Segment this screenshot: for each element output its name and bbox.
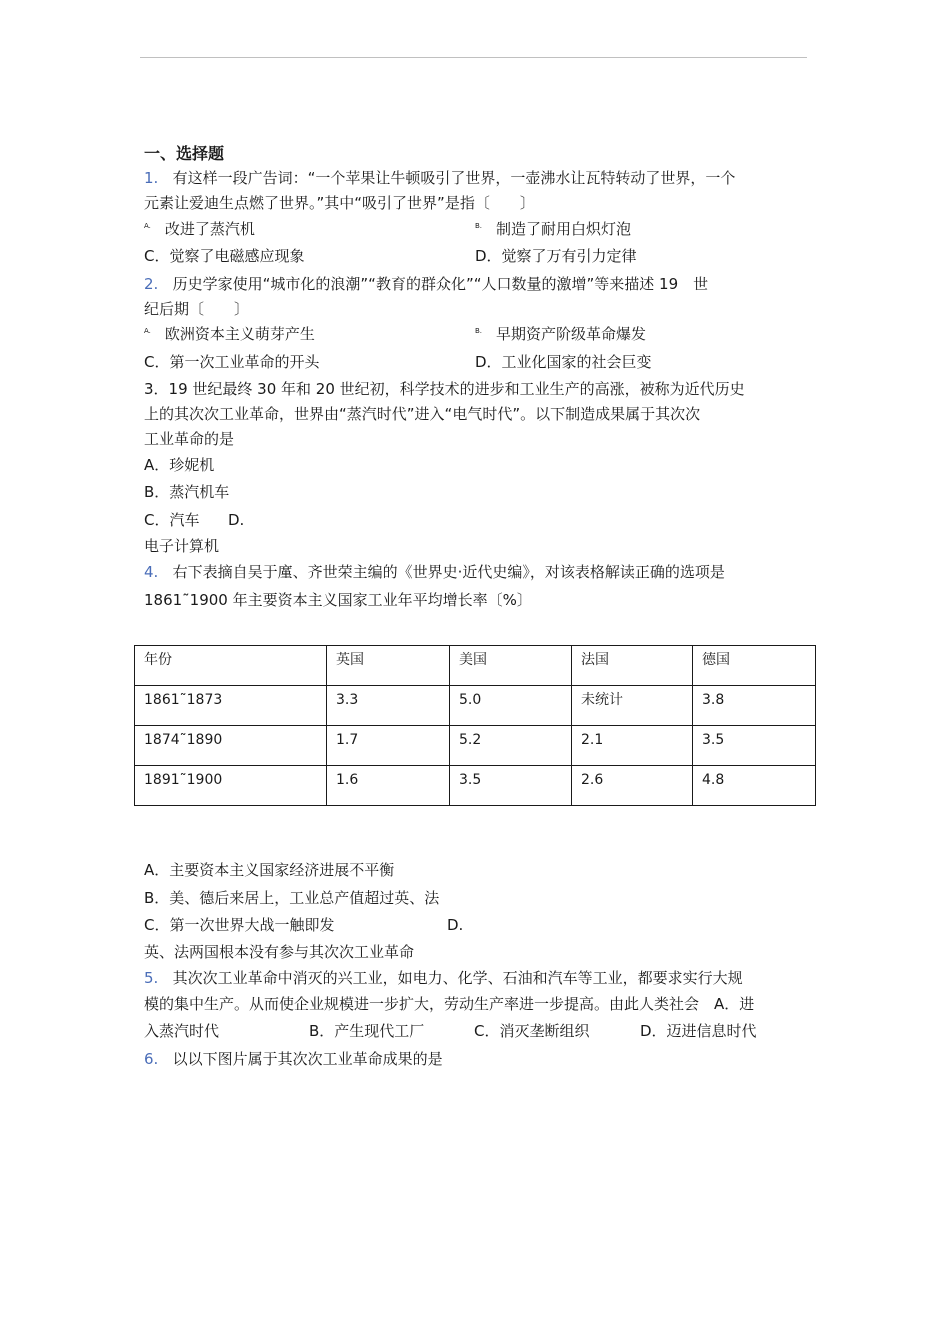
option-a-mark: A.	[144, 327, 151, 335]
question-4-number: 4.	[144, 563, 159, 581]
table-cell: 3.5	[450, 766, 572, 806]
option-a-mark: A.	[144, 222, 151, 230]
header-rule	[140, 57, 807, 58]
question-4-line-2: 1861˜1900 年主要资本主义国家工业年平均增长率〔%〕	[144, 591, 532, 609]
question-5-number: 5.	[144, 969, 159, 987]
table-cell: 3.3	[327, 686, 450, 726]
question-1-option-d[interactable]: D．觉察了万有引力定律	[475, 247, 637, 265]
question-2-option-d[interactable]: D．工业化国家的社会巨变	[475, 353, 652, 371]
question-3-option-c[interactable]: C．汽车	[144, 511, 200, 529]
question-3-option-b[interactable]: B．蒸汽机车	[144, 483, 230, 501]
table-header-cell: 美国	[450, 646, 572, 686]
question-5-option-b[interactable]: B．产生现代工厂	[309, 1022, 425, 1040]
table-cell: 3.8	[693, 686, 816, 726]
question-4-text: 右下表摘自吴于廑、齐世荣主编的《世界史·近代史编》，对该表格解读正确的选项是	[172, 563, 725, 581]
question-1-line-2: 元素让爱迪生点燃了世界。”其中“吸引了世界”是指〔 〕	[144, 194, 535, 212]
option-a-text: 欧洲资本主义萌芽产生	[164, 325, 315, 343]
table-cell: 5.0	[450, 686, 572, 726]
table-cell: 2.6	[572, 766, 693, 806]
question-4-option-d-mark[interactable]: D.	[447, 916, 464, 934]
table-header-cell: 年份	[135, 646, 327, 686]
table-row	[135, 766, 816, 806]
question-3-option-a[interactable]: A．珍妮机	[144, 456, 215, 474]
question-6-line-1	[144, 1049, 443, 1069]
table-row	[135, 726, 816, 766]
question-6-text: 以以下图片属于其次次工业革命成果的是	[172, 1050, 443, 1068]
table-cell: 1861˜1873	[135, 686, 327, 726]
question-1-text: 有这样一段广告词：“一个苹果让牛顿吸引了世界，一壶沸水让瓦特转动了世界，一个	[172, 169, 736, 187]
question-2-text: 历史学家使用“城市化的浪潮”“教育的群众化”“人口数量的激增”等来描述 19 世	[172, 275, 709, 293]
table-cell: 4.8	[693, 766, 816, 806]
growth-rate-table	[134, 645, 816, 806]
table-row	[135, 686, 816, 726]
table-cell: 未统计	[572, 686, 693, 726]
question-6-number: 6.	[144, 1050, 159, 1068]
question-5-line-2: 模的集中生产。从而使企业规模进一步扩大，劳动生产率进一步提高。由此人类社会 A．进	[144, 995, 755, 1013]
question-5-option-d[interactable]: D．迈进信息时代	[640, 1022, 757, 1040]
table-cell: 5.2	[450, 726, 572, 766]
question-3-line-2: 上的其次次工业革命，世界由“蒸汽时代”进入“电气时代”。以下制造成果属于其次次	[144, 405, 701, 423]
table-cell: 1.6	[327, 766, 450, 806]
question-2-line-1	[144, 274, 708, 294]
table-cell: 1891˜1900	[135, 766, 327, 806]
section-title: 一、选择题	[144, 144, 225, 163]
question-4-option-a[interactable]: A．主要资本主义国家经济进展不平衡	[144, 861, 395, 879]
question-1-option-c[interactable]: C．觉察了电磁感应现象	[144, 247, 305, 265]
question-1-option-b[interactable]	[475, 219, 631, 239]
question-3-line-1: 3．19 世纪最终 30 年和 20 世纪初，科学技术的进步和工业生产的高涨，被称为近代历史	[144, 380, 745, 398]
table-cell: 3.5	[693, 726, 816, 766]
table-cell: 2.1	[572, 726, 693, 766]
question-1-number: 1.	[144, 169, 159, 187]
question-1-line-1	[144, 168, 735, 188]
table-cell: 1.7	[327, 726, 450, 766]
option-b-mark: B.	[475, 222, 483, 230]
question-4-line-1	[144, 562, 725, 582]
question-5-line-1	[144, 968, 743, 988]
table-cell: 1874˜1890	[135, 726, 327, 766]
question-2-line-2: 纪后期〔 〕	[144, 300, 250, 318]
question-5-text: 其次次工业革命中消灭的兴工业，如电力、化学、石油和汽车等工业，都要求实行大规	[172, 969, 743, 987]
question-3-option-d[interactable]: 电子计算机	[144, 537, 220, 555]
question-3-line-3: 工业革命的是	[144, 430, 235, 448]
option-a-text: 改进了蒸汽机	[164, 220, 255, 238]
question-4-option-d[interactable]: 英、法两国根本没有参与其次次工业革命	[144, 943, 415, 961]
table-header-cell: 法国	[572, 646, 693, 686]
question-5-option-a-cont[interactable]: 入蒸汽时代	[144, 1022, 220, 1040]
question-2-option-a[interactable]	[144, 324, 315, 344]
question-2-option-b[interactable]	[475, 324, 646, 344]
question-5-option-c[interactable]: C．消灭垄断组织	[474, 1022, 590, 1040]
table-header-cell: 德国	[693, 646, 816, 686]
table-header-row	[135, 646, 816, 686]
question-4-option-c[interactable]: C．第一次世界大战一触即发	[144, 916, 335, 934]
question-1-option-a[interactable]	[144, 219, 255, 239]
table-header-cell: 英国	[327, 646, 450, 686]
option-b-text: 制造了耐用白炽灯泡	[496, 220, 632, 238]
option-b-mark: B.	[475, 327, 483, 335]
option-b-text: 早期资产阶级革命爆发	[496, 325, 647, 343]
question-4-option-b[interactable]: B．美、德后来居上，工业总产值超过英、法	[144, 889, 440, 907]
question-3-option-d-mark[interactable]: D.	[228, 511, 245, 529]
question-2-number: 2.	[144, 275, 159, 293]
question-2-option-c[interactable]: C．第一次工业革命的开头	[144, 353, 320, 371]
